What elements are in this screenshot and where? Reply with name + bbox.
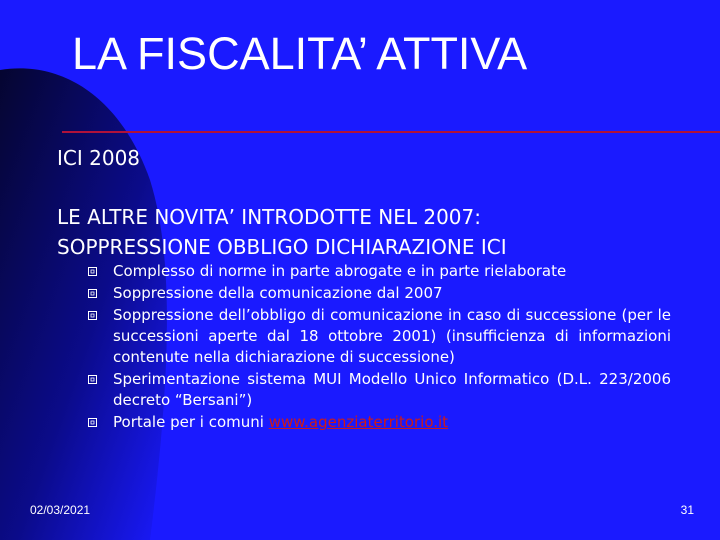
agenzia-territorio-link[interactable]: www.agenziaterritorio.it [268, 413, 449, 431]
bullet-text: Soppressione della comunicazione dal 2007 [113, 284, 443, 302]
bullet-text: Complesso di norme in parte abrogate e in parte rielaborate [113, 262, 567, 280]
slide-title: LA FISCALITA’ ATTIVA [72, 28, 528, 79]
hollow-square-bullet-icon [88, 267, 97, 276]
hollow-square-bullet-icon [88, 311, 97, 320]
list-item [88, 283, 671, 304]
bullet-text: Portale per i comuni [113, 413, 269, 431]
title-divider [62, 131, 720, 133]
page-number: 31 [680, 503, 694, 517]
bullet-list [88, 261, 671, 434]
bullet-text: Soppressione dell’obbligo di comunicazione in caso di successione (per le successioni aperte dal 18 ottobre 2001) (insufficienza di informazioni contenute nella dichiarazione di successione) [113, 306, 671, 366]
list-item [88, 369, 671, 411]
list-item [88, 412, 671, 433]
list-item [88, 261, 671, 282]
bullet-text: Sperimentazione sistema MUI Modello Unico Informatico (D.L. 223/2006 decreto “Bersani”) [113, 370, 671, 409]
footer-date: 02/03/2021 [30, 503, 91, 517]
hollow-square-bullet-icon [88, 375, 97, 384]
subtitle-ici-2008: ICI 2008 [57, 146, 141, 170]
hollow-square-bullet-icon [88, 289, 97, 298]
heading-line-1: LE ALTRE NOVITA’ INTRODOTTE NEL 2007: [57, 205, 481, 229]
hollow-square-bullet-icon [88, 418, 97, 427]
heading-block [57, 202, 507, 262]
list-item [88, 305, 671, 368]
heading-line-2: SOPPRESSIONE OBBLIGO DICHIARAZIONE ICI [57, 235, 507, 259]
